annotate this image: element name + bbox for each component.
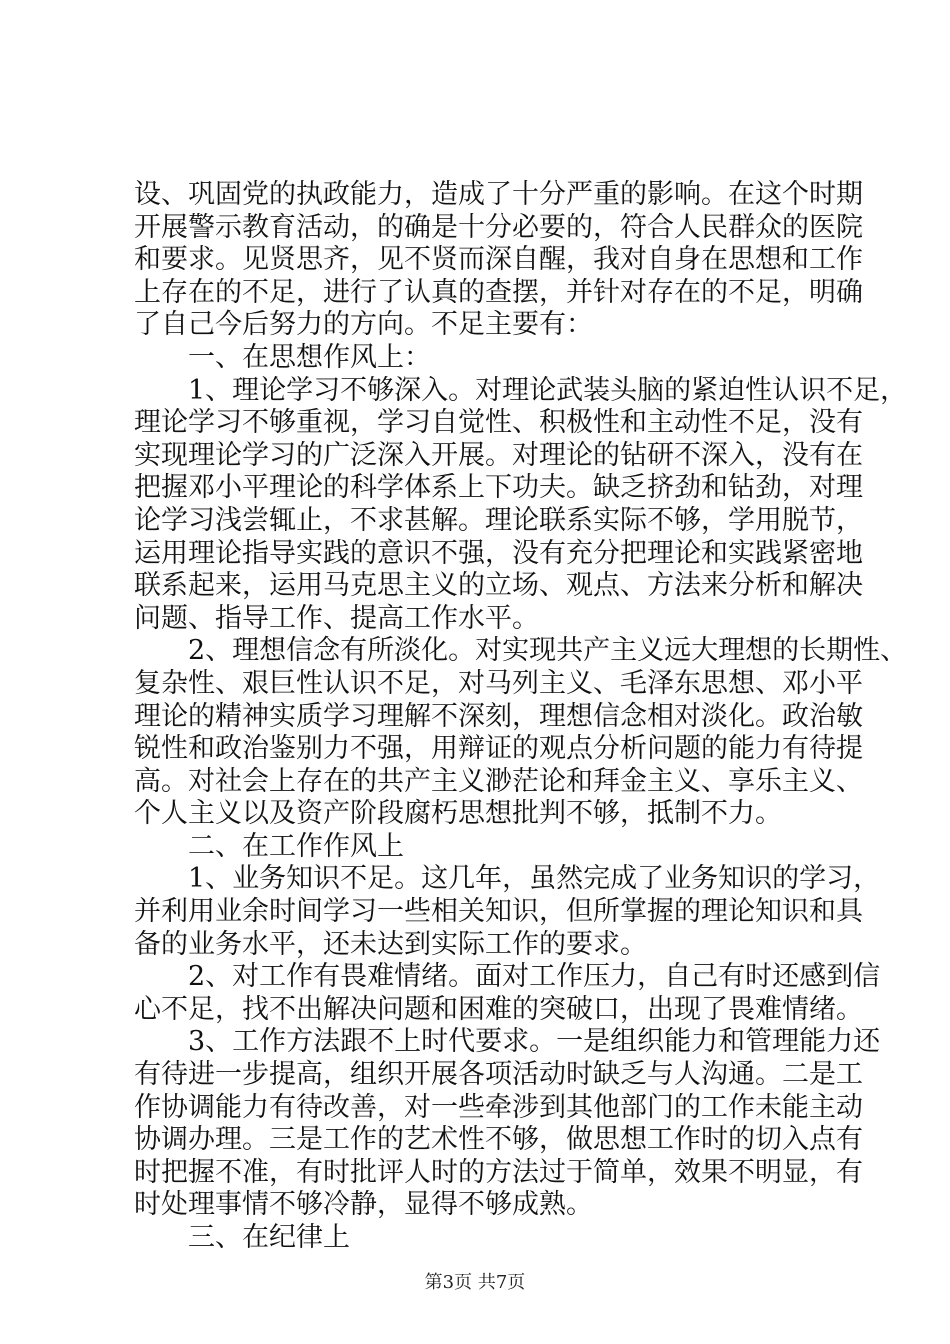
- text-line: 备的业务水平，还未达到实际工作的要求。: [134, 928, 647, 960]
- text-line: 运用理论指导实践的意识不强，没有充分把理论和实践紧密地: [134, 537, 863, 569]
- text-line: 问题、指导工作、提高工作水平。: [134, 602, 539, 634]
- text-line: 设、巩固党的执政能力，造成了十分严重的影响。在这个时期: [134, 179, 863, 210]
- text-line: 了自己今后努力的方向。不足主要有：: [134, 309, 593, 341]
- body-text: [134, 179, 908, 1255]
- text-line: 上存在的不足，进行了认真的查摆，并针对存在的不足，明确: [134, 276, 863, 308]
- text-line: 复杂性、艰巨性认识不足，对马列主义、毛泽东思想、邓小平: [134, 667, 863, 699]
- text-line: 把握邓小平理论的科学体系上下功夫。缺乏挤劲和钻劲，对理: [134, 472, 863, 504]
- text-line: 1、业务知识不足。这几年，虽然完成了业务知识的学习，: [188, 863, 881, 895]
- text-line: 有待进一步提高，组织开展各项活动时缺乏与人沟通。二是工: [134, 1059, 863, 1091]
- text-line: 2、对工作有畏难情绪。面对工作压力，自己有时还感到信: [188, 961, 881, 993]
- text-line: 三、在纪律上: [188, 1222, 350, 1253]
- text-line: 锐性和政治鉴别力不强，用辩证的观点分析问题的能力有待提: [134, 733, 863, 765]
- text-line: 理论学习不够重视，学习自觉性、积极性和主动性不足，没有: [134, 407, 863, 439]
- text-line: 二、在工作作风上: [188, 830, 404, 862]
- text-line: 开展警示教育活动，的确是十分必要的，符合人民群众的医院: [134, 211, 863, 243]
- text-line: 心不足，找不出解决问题和困难的突破口，出现了畏难情绪。: [134, 993, 863, 1025]
- text-line: 一、在思想作风上：: [188, 341, 431, 373]
- text-line: 实现理论学习的广泛深入开展。对理论的钻研不深入，没有在: [134, 439, 863, 471]
- text-line: 高。对社会上存在的共产主义渺茫论和拜金主义、享乐主义、: [134, 765, 863, 797]
- text-line: 时处理事情不够冷静，显得不够成熟。: [134, 1189, 593, 1221]
- text-line: 3、工作方法跟不上时代要求。一是组织能力和管理能力还: [188, 1026, 881, 1058]
- text-line: 1、理论学习不够深入。对理论武装头脑的紧迫性认识不足，: [188, 374, 908, 406]
- text-line: 理论的精神实质学习理解不深刻，理想信念相对淡化。政治敏: [134, 700, 863, 732]
- text-line: 论学习浅尝辄止，不求甚解。理论联系实际不够，学用脱节，: [134, 504, 863, 536]
- text-line: 联系起来，运用马克思主义的立场、观点、方法来分析和解决: [134, 570, 863, 602]
- text-line: 时把握不准，有时批评人时的方法过于简单，效果不明显，有: [134, 1156, 863, 1188]
- text-line: 个人主义以及资产阶段腐朽思想批判不够，抵制不力。: [134, 798, 782, 830]
- text-line: 作协调能力有待改善，对一些牵涉到其他部门的工作未能主动: [134, 1091, 863, 1123]
- text-line: 协调办理。三是工作的艺术性不够，做思想工作时的切入点有: [134, 1124, 863, 1156]
- text-line: 并利用业余时间学习一些相关知识，但所掌握的理论知识和具: [134, 896, 863, 928]
- page-footer: 第3页 共7页: [424, 1272, 526, 1293]
- text-line: 2、理想信念有所淡化。对实现共产主义远大理想的长期性、: [188, 635, 908, 667]
- text-line: 和要求。见贤思齐，见不贤而深自醒，我对自身在思想和工作: [134, 244, 863, 276]
